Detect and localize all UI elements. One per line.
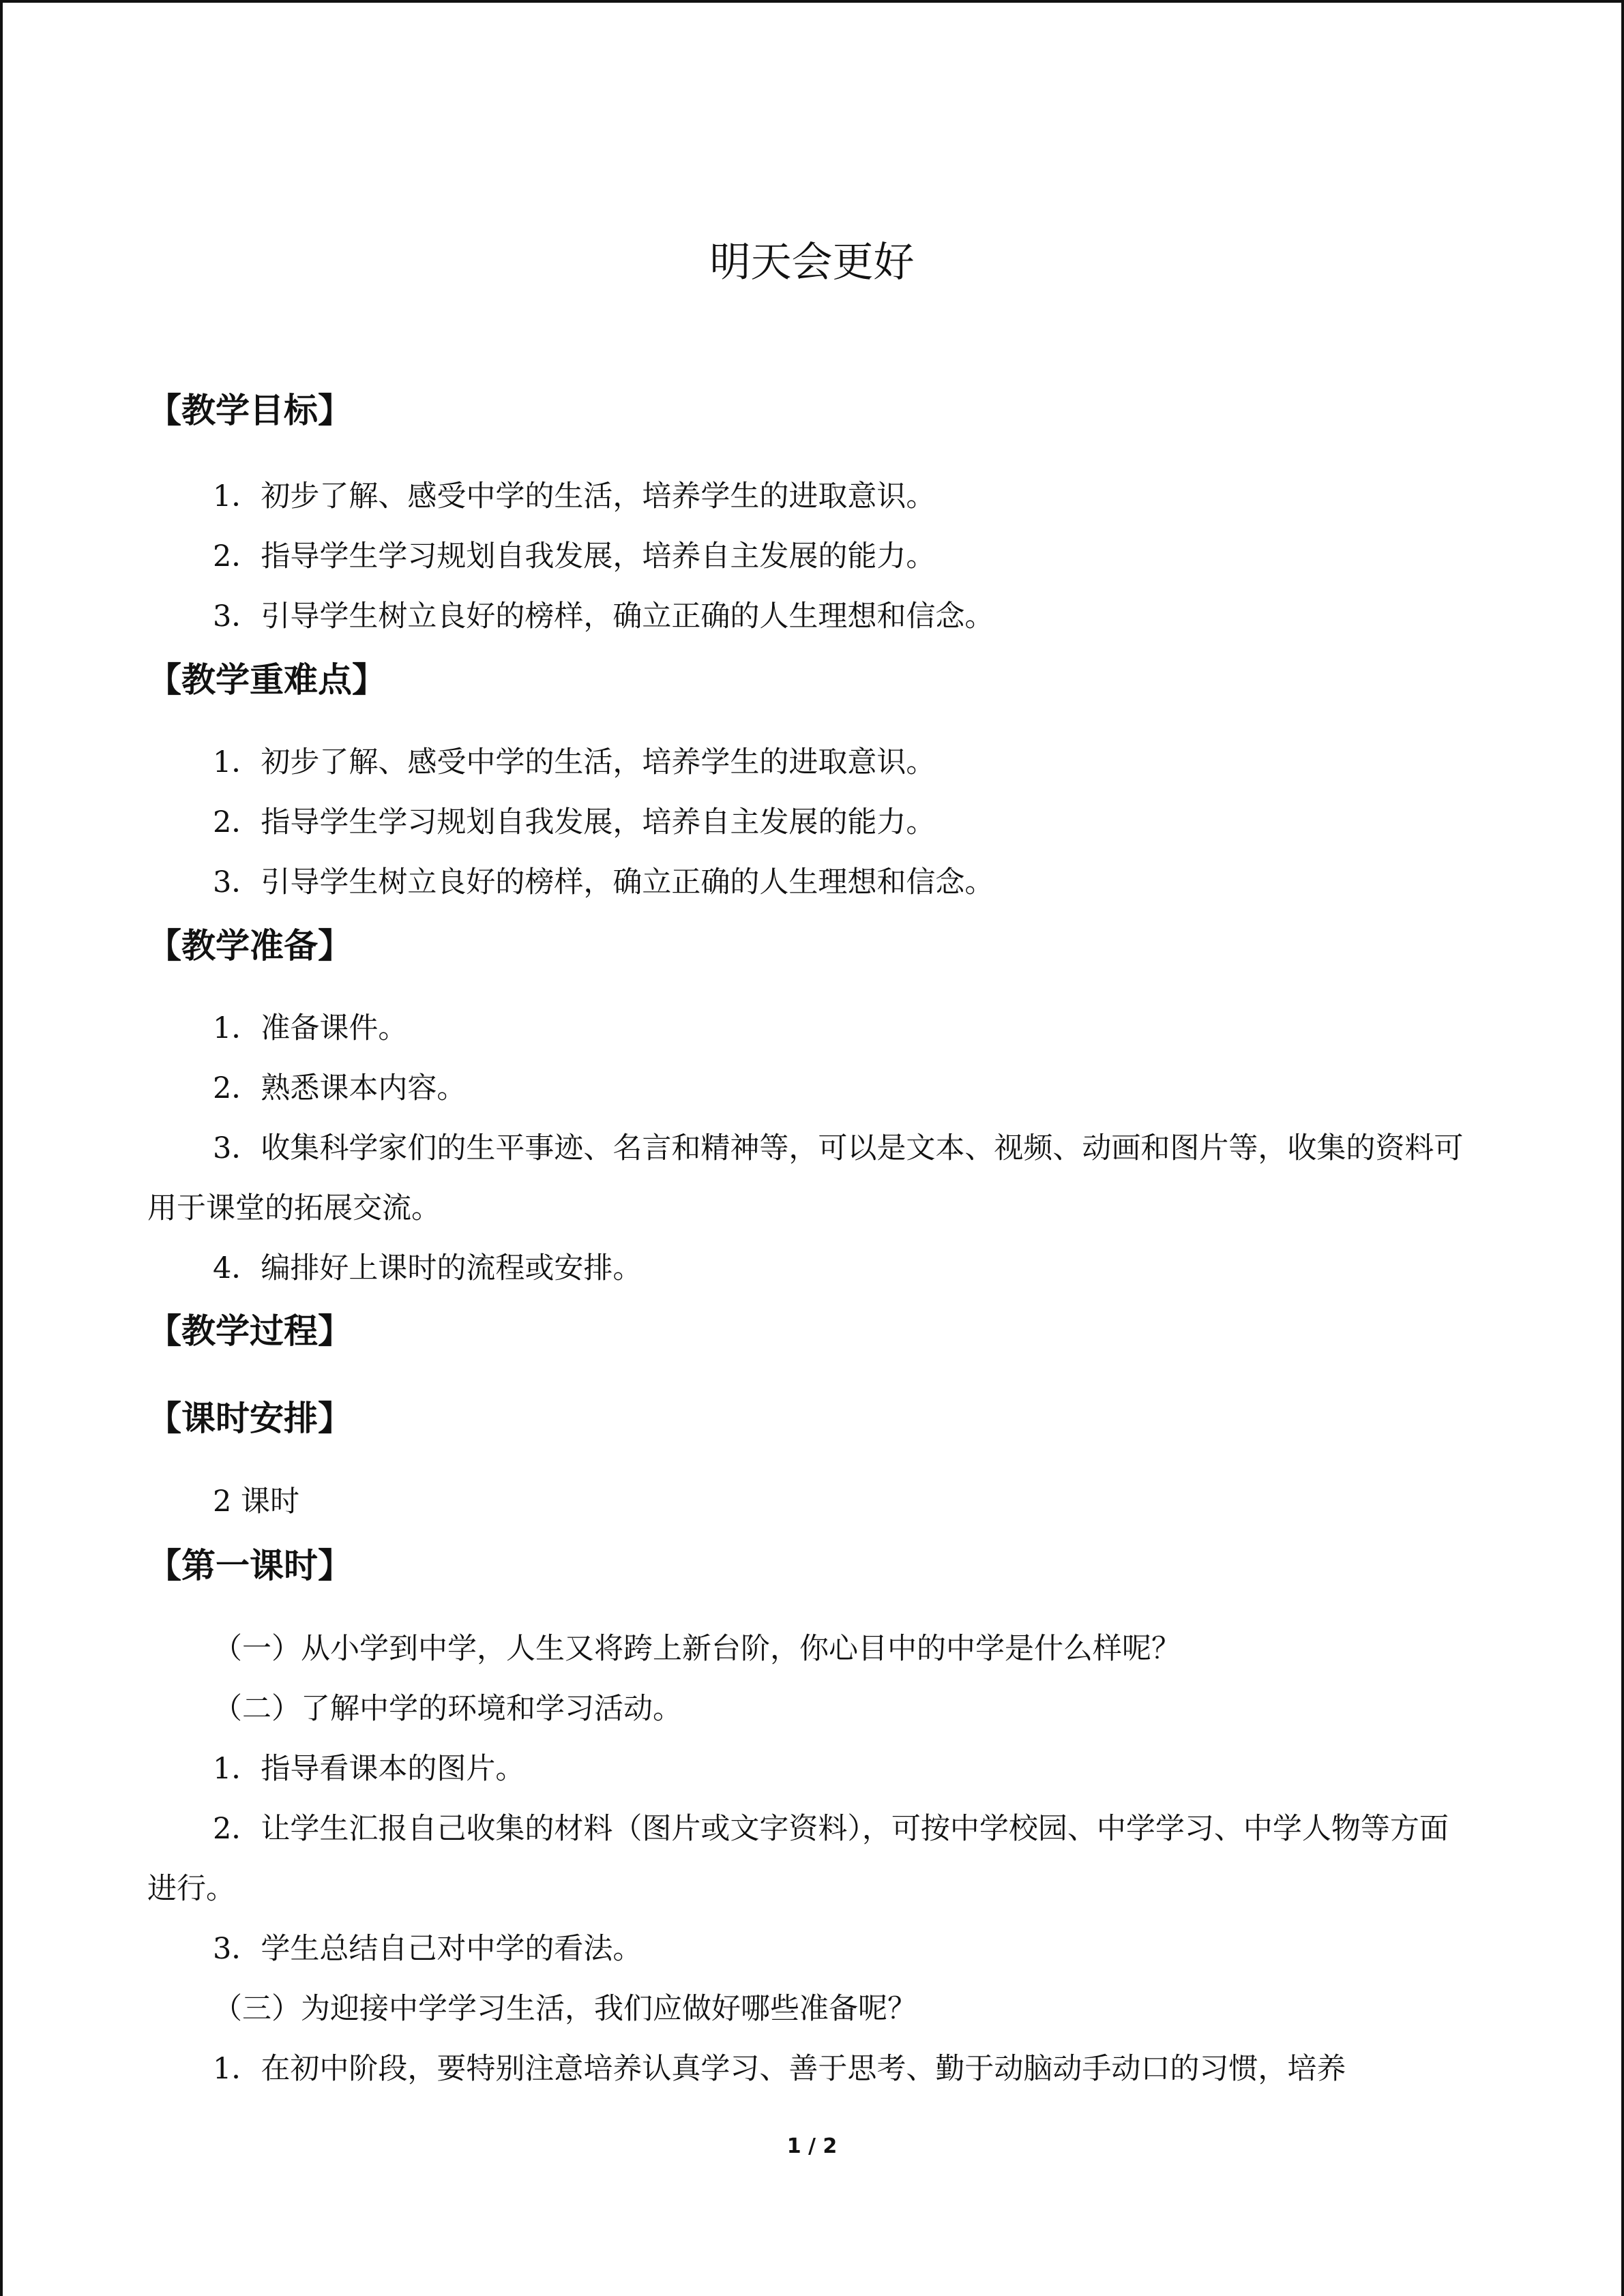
key-point-item-3: 3．引导学生树立良好的榜样，确立正确的人生理想和信念。 [213, 865, 994, 899]
heading-teaching-process: 【教学过程】 [147, 1311, 352, 1351]
lesson-one-item-2: （二）了解中学的环境和学习活动。 [213, 1692, 682, 1726]
goal-item-1: 1．初步了解、感受中学的生活，培养学生的进取意识。 [213, 479, 936, 513]
lesson-one-item-6: （三）为迎接中学学习生活，我们应做好哪些准备呢？ [213, 1992, 917, 2026]
page-border-right [1621, 0, 1624, 2296]
goal-item-2: 2．指导学生学习规划自我发展，培养自主发展的能力。 [213, 539, 936, 573]
key-point-item-1: 1．初步了解、感受中学的生活，培养学生的进取意识。 [213, 745, 936, 779]
prep-item-2: 2．熟悉课本内容。 [213, 1071, 467, 1105]
prep-item-4: 4．编排好上课时的流程或安排。 [213, 1251, 643, 1285]
heading-class-schedule: 【课时安排】 [147, 1399, 352, 1438]
heading-key-points: 【教学重难点】 [147, 660, 386, 700]
key-point-item-2: 2．指导学生学习规划自我发展，培养自主发展的能力。 [213, 805, 936, 839]
heading-preparation: 【教学准备】 [147, 926, 352, 966]
lesson-one-item-3: 1．指导看课本的图片。 [213, 1752, 525, 1786]
page-border-top [0, 0, 1624, 3]
page-indicator: 1 / 2 [786, 2134, 838, 2158]
lesson-one-item-4: 2．让学生汇报自己收集的材料（图片或文字资料），可按中学校园、中学学习、中学人物等方面进行。 [147, 1812, 1449, 1906]
schedule-item-1: 2 课时 [213, 1485, 300, 1519]
prep-item-3: 3．收集科学家们的生平事迹、名言和精神等，可以是文本、视频、动画和图片等，收集的资料可用于课堂的拓展交流。 [147, 1131, 1464, 1225]
lesson-one-item-7: 1．在初中阶段，要特别注意培养认真学习、善于思考、勤于动脑动手动口的习惯，培养 [213, 2052, 1346, 2086]
lesson-one-item-5: 3．学生总结自己对中学的看法。 [213, 1932, 643, 1966]
lesson-one-item-1: （一）从小学到中学，人生又将跨上新台阶，你心目中的中学是什么样呢？ [213, 1632, 1181, 1666]
prep-item-1: 1．准备课件。 [213, 1011, 408, 1045]
page-title: 明天会更好 [709, 239, 915, 287]
goal-item-3: 3．引导学生树立良好的榜样，确立正确的人生理想和信念。 [213, 599, 994, 633]
page-border-left [0, 0, 3, 2296]
heading-teaching-goals: 【教学目标】 [147, 391, 352, 430]
heading-first-lesson: 【第一课时】 [147, 1546, 352, 1585]
